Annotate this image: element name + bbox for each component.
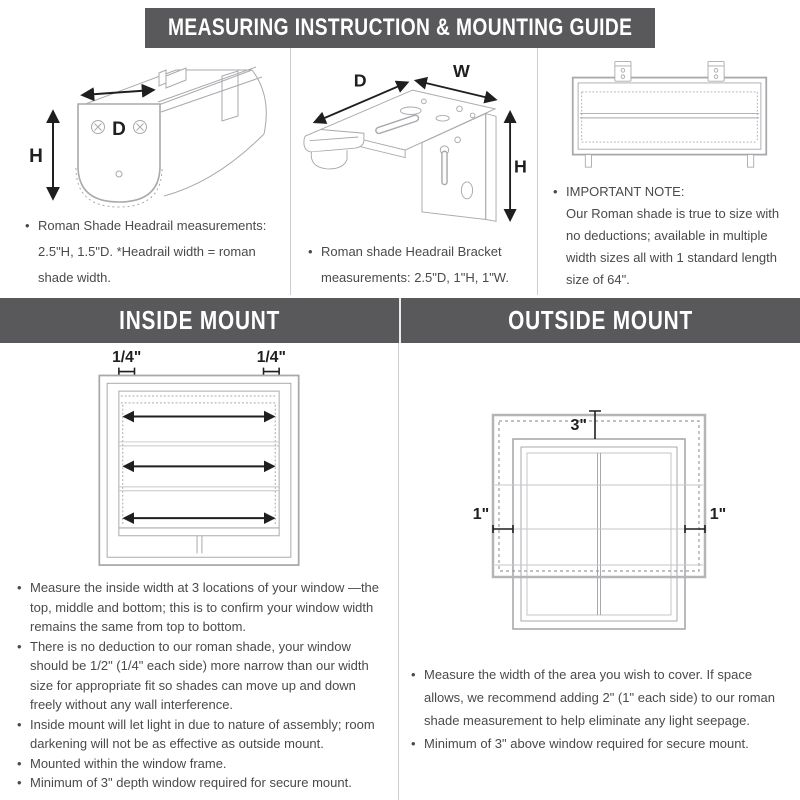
bracket-width-label: W [452, 61, 470, 81]
outside-bullet: • Measure the width of the area you wish to cover. If space allows, we recommend adding 2" (1" each side) to our roman shade measurement to help eliminate any light seepage. [424, 663, 790, 732]
inside-mount-diagram [70, 348, 328, 573]
headrail-diagram-area [0, 48, 290, 213]
inside-bullet: • Minimum of 3" depth window required for secure mount. [30, 773, 390, 793]
headrail-note [0, 213, 290, 295]
inside-bullet: • Mounted within the window frame. [30, 754, 390, 774]
outside-bullet: • Minimum of 3" above window required for secure mount. [424, 732, 790, 755]
inside-bullet: • There is no deduction to our roman shade, your window should be 1/2" (1/4" each side) more narrow than our width size for appropriate fit so shades can move up and down freely without any wall interference. [30, 637, 390, 715]
bracket-diagram-area [291, 48, 537, 239]
mount-section [0, 343, 800, 800]
outside-right-gap-tick [685, 525, 705, 533]
page-title: MEASURING INSTRUCTION & MOUNTING GUIDE [167, 14, 633, 41]
inside-bullet: • Inside mount will let light in due to nature of assembly; room darkening will not be as effective as outside mount. [30, 715, 390, 754]
outside-top-gap-label: 3" [570, 417, 587, 434]
headrail-height-label: H [29, 145, 43, 167]
outside-mount-column [399, 343, 800, 800]
outside-mount-diagram [435, 397, 765, 647]
inside-bullet: • Measure the inside width at 3 locations of your window —the top, middle and bottom; this is to confirm your window width remains the same from top to bottom. [30, 578, 390, 637]
bracket-depth-label: D [353, 69, 367, 90]
headrail-note-item: • Roman Shade Headrail measurements: 2.5"H, 1.5"D. *Headrail width = roman shade width. [38, 213, 280, 291]
headrail-diagram [20, 50, 270, 212]
important-note-body: Our Roman shade is true to size with no deductions; available in multiple width sizes all with 1 standard length size of 64". [566, 206, 780, 287]
outside-mount-header [399, 298, 800, 343]
important-note-item [566, 181, 797, 291]
page-title-bar [145, 8, 655, 48]
mounting-bracket-icon [708, 61, 724, 81]
inside-mount-column [0, 343, 399, 800]
bracket-diagram [302, 62, 527, 226]
mount-section-headers [0, 298, 800, 343]
inside-gap-left-tick [119, 368, 135, 376]
inside-mount-header [0, 298, 399, 343]
shade-front-diagram-area [538, 48, 800, 181]
important-note-column [537, 48, 800, 295]
important-note [538, 181, 800, 295]
shade-front-diagram [562, 54, 777, 171]
outside-mount-heading: OUTSIDE MOUNT [508, 305, 693, 335]
headrail-column [0, 48, 290, 295]
important-note-label: • IMPORTANT NOTE: [566, 184, 685, 199]
outside-left-gap-label: 1" [472, 506, 489, 523]
inside-mount-bullets [0, 573, 398, 793]
bracket-column [290, 48, 537, 295]
inside-gap-left-label: 1/4" [112, 348, 142, 366]
inside-gap-right-tick [264, 368, 280, 376]
title-row [0, 0, 800, 48]
outside-right-gap-label: 1" [709, 506, 726, 523]
bracket-note-item: • Roman shade Headrail Bracket measurements: 2.5"D, 1"H, 1"W. [321, 239, 527, 291]
inside-mount-heading: INSIDE MOUNT [118, 305, 280, 335]
headrail-depth-label: D [112, 118, 126, 140]
outside-mount-bullets [399, 647, 800, 755]
bracket-note [291, 239, 537, 295]
outside-left-gap-tick [493, 525, 513, 533]
top-section [0, 48, 800, 295]
mounting-bracket-icon [614, 61, 630, 81]
bracket-height-label: H [513, 156, 527, 177]
inside-gap-right-label: 1/4" [256, 348, 286, 366]
